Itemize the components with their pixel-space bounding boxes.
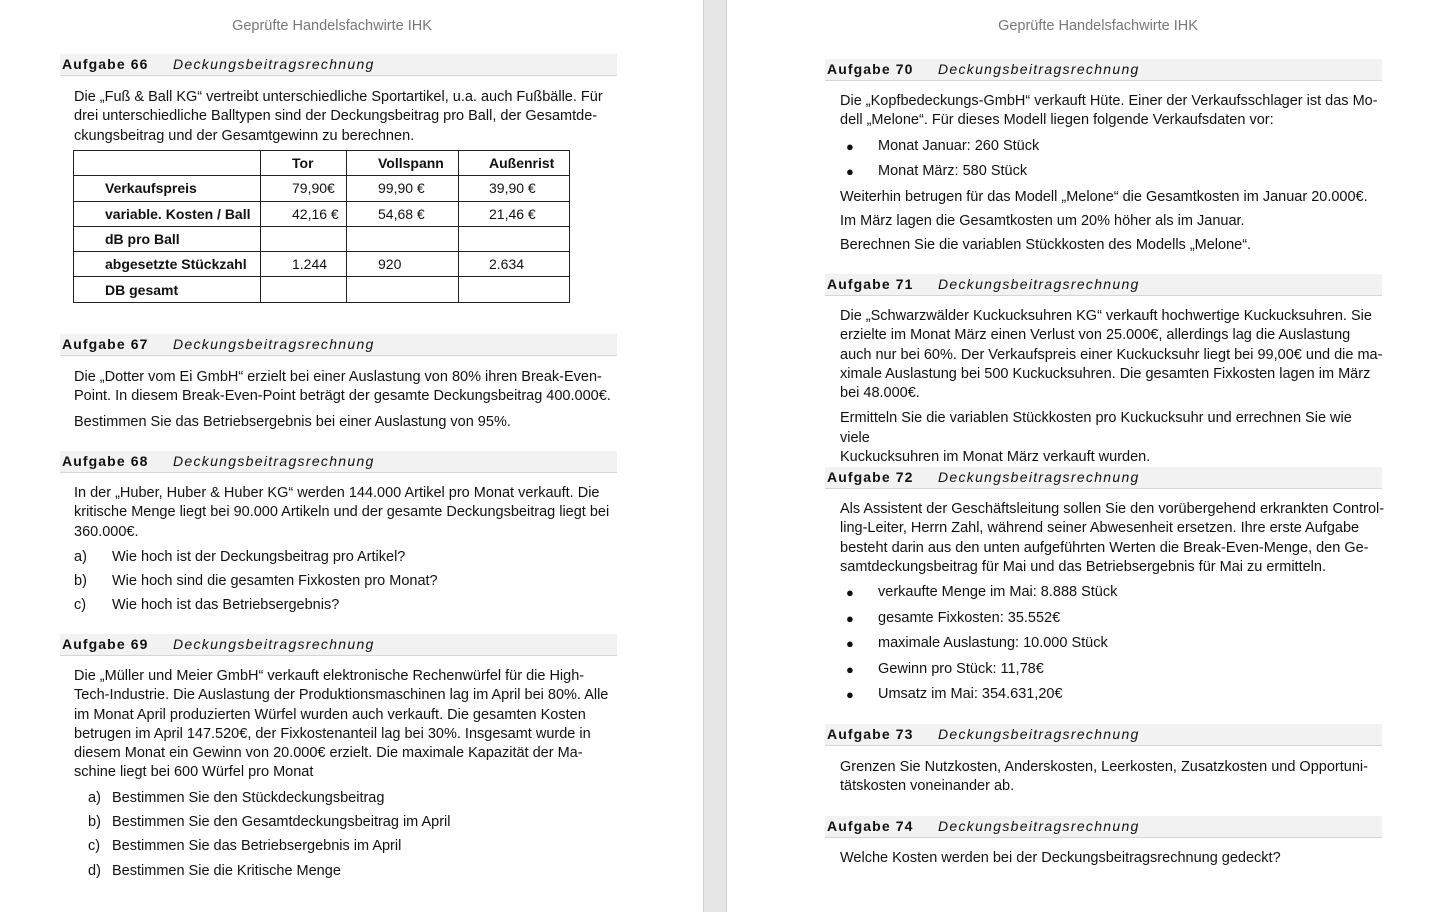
table-row (74, 201, 570, 226)
bullet-list (840, 583, 1385, 711)
task-topic: Deckungsbeitragsrechnung (938, 61, 1140, 77)
task-number: Aufgabe 67 (62, 336, 149, 352)
bullet-icon: ● (846, 661, 854, 677)
task-body-73 (840, 758, 1385, 803)
task-question: Welche Kosten werden bei der Deckungsbeitragsrechnung gedeckt? (840, 850, 1281, 866)
task-topic: Deckungsbeitragsrechnung (938, 818, 1140, 834)
list-item (840, 685, 1385, 711)
task-number: Aufgabe 69 (62, 636, 149, 652)
list-text: Bestimmen Sie die Kritische Menge (112, 862, 341, 879)
list-item (88, 862, 614, 886)
list-item (74, 548, 614, 572)
table-row-label: DB gesamt (74, 277, 261, 302)
table-cell (261, 226, 347, 251)
task-heading-69 (60, 634, 617, 656)
table-row (74, 252, 570, 277)
text-line: tätskosten voneinander ab. (840, 778, 1015, 795)
bullet-icon: ● (846, 164, 854, 180)
task-heading-66 (60, 54, 617, 76)
text-line: Grenzen Sie Nutzkosten, Anderskosten, Leerkosten, Zusatzkosten und Opportuni- (840, 759, 1368, 775)
task-body-72 (840, 500, 1385, 711)
table-cell: 920 (347, 252, 459, 277)
running-header: Geprüfte Handelsfachwirte IHK (232, 18, 432, 34)
list-item (840, 162, 1385, 188)
text-line: diesem Monat ein Gewinn von 20.000€ erzielt. Die maximale Kapazität der Ma- (74, 745, 583, 762)
running-header: Geprüfte Handelsfachwirte IHK (998, 18, 1198, 34)
page-gutter (703, 0, 727, 912)
list-marker: b) (88, 814, 101, 831)
task-body-68 (74, 484, 614, 621)
text-line: erzielte im Monat März einen Verlust von 25.000€, allerdings lag die Auslastung (840, 327, 1351, 344)
table-cell (459, 277, 570, 302)
text-line: kritische Menge liegt bei 90.000 Artikeln und der gesamte Deckungsbeitrag liegt bei (74, 504, 610, 521)
task-question: Bestimmen Sie das Betriebsergebnis bei einer Auslastung von 95%. (74, 413, 511, 430)
task-body-69 (74, 667, 614, 886)
list-text: Wie hoch sind die gesamten Fixkosten pro Monat? (112, 573, 438, 590)
task-number: Aufgabe 74 (827, 818, 914, 834)
text-line: bei 48.000€. (840, 385, 920, 402)
table-row-label: variable. Kosten / Ball (74, 201, 261, 226)
text-line: Point. In diesem Break-Even-Point beträgt der gesamte Deckungsbeitrag 400.000€. (74, 388, 611, 405)
list-item (74, 596, 614, 620)
list-item (74, 572, 614, 596)
text-line: im Monat April produzierten Würfel wurden auch verkauft. Die gesamten Kosten (74, 706, 586, 723)
table-cell: 1.244 (261, 252, 347, 277)
list-text: Wie hoch ist das Betriebsergebnis? (112, 597, 340, 614)
task-number: Aufgabe 68 (62, 453, 149, 469)
question-list (88, 789, 614, 886)
question-list (74, 548, 614, 621)
list-text: Monat Januar: 260 Stück (878, 137, 1040, 154)
text-line: betrugen im April 147.520€, der Fixkostenanteil lag bei 30%. Insgesamt wurde in (74, 725, 591, 742)
task-heading-74 (825, 816, 1382, 838)
text-line: Die „Schwarzwälder Kuckucksuhren KG“ verkauft hochwertige Kuckucksuhren. Sie (840, 308, 1372, 324)
list-text: Monat März: 580 Stück (878, 163, 1028, 180)
table-cell: 99,90 € (347, 176, 459, 201)
task-heading-72 (825, 467, 1382, 489)
bullet-icon: ● (846, 636, 854, 652)
list-text: gesamte Fixkosten: 35.552€ (878, 609, 1061, 626)
task-topic: Deckungsbeitragsrechnung (173, 336, 375, 352)
text-line: Tech-Industrie. Die Auslastung der Produktionsmaschinen lag im April bei 80%. Alle (74, 687, 609, 704)
table-row-label: abgesetzte Stückzahl (74, 252, 261, 277)
table-cell (261, 277, 347, 302)
task-topic: Deckungsbeitragsrechnung (938, 726, 1140, 742)
bullet-icon: ● (846, 687, 854, 703)
table-cell (347, 277, 459, 302)
task-heading-73 (825, 724, 1382, 746)
task-topic: Deckungsbeitragsrechnung (173, 636, 375, 652)
table-cell (347, 226, 459, 251)
text-line: Weiterhin betrugen für das Modell „Melone“ die Gesamtkosten im Januar 20.000€. (840, 188, 1368, 205)
list-text: maximale Auslastung: 10.000 Stück (878, 635, 1108, 652)
text-line: Als Assistent der Geschäftsleitung sollen Sie den vorübergehend erkrankten Control- (840, 501, 1385, 517)
task-heading-71 (825, 274, 1382, 296)
task-number: Aufgabe 66 (62, 56, 149, 72)
table-row (74, 277, 570, 302)
list-item (840, 137, 1385, 163)
task-number: Aufgabe 71 (827, 276, 914, 292)
task-number: Aufgabe 70 (827, 61, 914, 77)
table-row (74, 226, 570, 251)
list-marker: c) (74, 597, 87, 614)
bullet-icon: ● (846, 138, 854, 154)
text-line: Die „Müller und Meier GmbH“ verkauft elektronische Rechenwürfel für die High- (74, 668, 585, 684)
table-cell: 2.634 (459, 252, 570, 277)
list-marker: d) (88, 862, 101, 879)
text-line: Die „Kopfbedeckungs-GmbH“ verkauft Hüte. Einer der Verkaufsschlager ist das Mo- (840, 93, 1378, 109)
text-line: besteht darin aus den unten aufgeführten Werten die Break-Even-Menge, den Ge- (840, 539, 1369, 556)
list-item (840, 583, 1385, 609)
task-number: Aufgabe 72 (827, 469, 914, 485)
list-text: verkaufte Menge im Mai: 8.888 Stück (878, 584, 1118, 601)
table-header-cell: Vollspann (347, 151, 459, 176)
list-item (88, 789, 614, 813)
task-question: Kuckucksuhren im Monat März verkauft wurden. (840, 449, 1151, 466)
list-marker: b) (74, 573, 87, 590)
page-left (0, 0, 703, 912)
task-body-74 (840, 849, 1385, 874)
table-header-cell: Außenrist (459, 151, 570, 176)
list-text: Bestimmen Sie den Gesamtdeckungsbeitrag im April (112, 814, 451, 831)
task-topic: Deckungsbeitragsrechnung (173, 56, 375, 72)
task-topic: Deckungsbeitragsrechnung (938, 469, 1140, 485)
text-line: Die „Fuß & Ball KG“ vertreibt unterschiedliche Sportartikel, u.a. auch Fußbälle. Für (74, 89, 603, 105)
task-heading-70 (825, 59, 1382, 81)
list-text: Bestimmen Sie das Betriebsergebnis im April (112, 838, 402, 855)
table-row-label: dB pro Ball (74, 226, 261, 251)
table-cell (74, 151, 261, 176)
text-line: ling-Leiter, Herrn Zahl, während seiner Abwesenheit ersetzen. Ihre erste Aufgabe (840, 520, 1360, 537)
task-body-66 (74, 88, 614, 146)
bullet-icon: ● (846, 610, 854, 626)
text-line: Im März lagen die Gesamtkosten um 20% höher als im Januar. (840, 212, 1245, 229)
list-text: Bestimmen Sie den Stückdeckungsbeitrag (112, 789, 385, 806)
task-question: Ermitteln Sie die variablen Stückkosten pro Kuckucksuhr und errechnen Sie wie viele (840, 410, 1352, 446)
table-cell (459, 226, 570, 251)
text-line: drei unterschiedliche Balltypen sind der Deckungsbeitrag pro Ball, der Gesamtde- (74, 108, 598, 125)
text-line: In der „Huber, Huber & Huber KG“ werden 144.000 Artikel pro Monat verkauft. Die (74, 485, 600, 501)
list-text: Umsatz im Mai: 354.631,20€ (878, 686, 1063, 703)
task-question: Berechnen Sie die variablen Stückkosten des Modells „Melone“. (840, 237, 1252, 254)
text-line: ximale Auslastung bei 500 Kuckucksuhren. Die gesamten Fixkosten lagen im März (840, 365, 1371, 382)
table-cell: 21,46 € (459, 201, 570, 226)
text-line: auch nur bei 60%. Der Verkaufspreis einer Kuckucksuhr liegt bei 99,00€ und die ma- (840, 346, 1383, 363)
list-item (88, 813, 614, 837)
list-text: Wie hoch ist der Deckungsbeitrag pro Artikel? (112, 548, 406, 565)
page-right (727, 0, 1445, 912)
bullet-icon: ● (846, 585, 854, 601)
table-cell: 39,90 € (459, 176, 570, 201)
text-line: samtdeckungsbeitrag für Mai und das Betriebsergebnis für Mai zu ermitteln. (840, 558, 1326, 575)
text-line: dell „Melone“. Für dieses Modell liegen folgende Verkaufsdaten vor: (840, 112, 1274, 129)
task-topic: Deckungsbeitragsrechnung (173, 453, 375, 469)
table-cell: 79,90€ (261, 176, 347, 201)
list-item (88, 837, 614, 861)
list-item (840, 634, 1385, 660)
table-header-cell: Tor (261, 151, 347, 176)
table-cell: 54,68 € (347, 201, 459, 226)
text-line: Die „Dotter vom Ei GmbH“ erzielt bei einer Auslastung von 80% ihren Break-Even- (74, 369, 602, 385)
table-cell: 42,16 € (261, 201, 347, 226)
table-row-label: Verkaufspreis (74, 176, 261, 201)
list-marker: a) (74, 548, 87, 565)
task-heading-67 (60, 334, 617, 356)
task-heading-68 (60, 451, 617, 473)
task-body-70 (840, 92, 1385, 261)
text-line: ckungsbeitrag und der Gesamtgewinn zu berechnen. (74, 127, 415, 144)
list-item (840, 660, 1385, 686)
task-body-67 (74, 368, 614, 438)
list-item (840, 609, 1385, 635)
list-text: Gewinn pro Stück: 11,78€ (878, 660, 1044, 677)
text-line: schine liegt bei 600 Würfel pro Monat (74, 764, 314, 781)
ball-data-table (73, 150, 570, 303)
list-marker: c) (88, 838, 101, 855)
list-marker: a) (88, 789, 101, 806)
bullet-list (840, 137, 1385, 188)
task-number: Aufgabe 73 (827, 726, 914, 742)
text-line: 360.000€. (74, 523, 139, 540)
task-topic: Deckungsbeitragsrechnung (938, 276, 1140, 292)
table-header-row (74, 151, 570, 176)
table-row (74, 176, 570, 201)
task-body-71 (840, 307, 1385, 473)
